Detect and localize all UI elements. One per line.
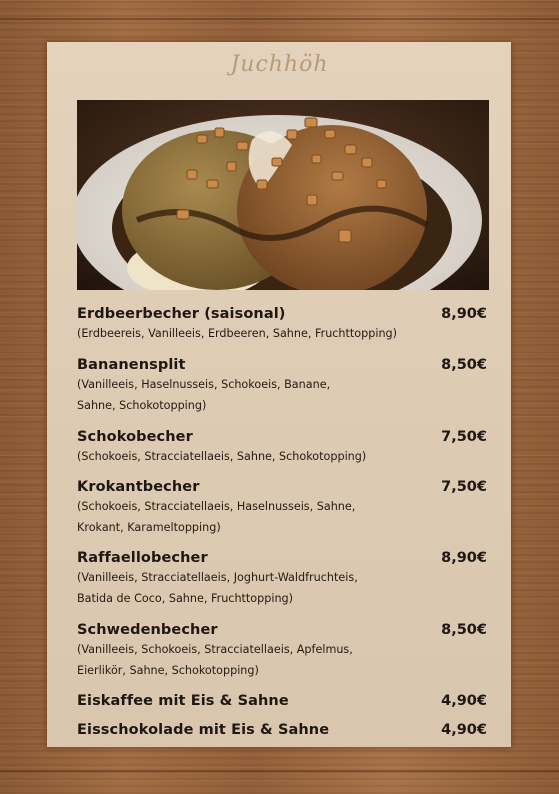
item-price: 4,90€ [441, 722, 487, 738]
menu-item [77, 622, 487, 681]
item-name: Raffaellobecher [77, 550, 208, 566]
item-name: Krokantbecher [77, 479, 200, 495]
item-description [77, 496, 487, 538]
item-description [77, 639, 487, 681]
item-name: Erdbeerbecher (saisonal) [77, 306, 286, 322]
item-description-line: (Schokoeis, Stracciatellaeis, Sahne, Schokotopping) [77, 450, 367, 463]
item-description-line: Krokant, Karameltopping) [77, 521, 221, 534]
item-description-line: (Vanilleeis, Schokoeis, Stracciatellaeis, Apfelmus, [77, 643, 353, 656]
menu-item [77, 357, 487, 416]
item-description [77, 374, 487, 416]
item-price: 8,50€ [441, 357, 487, 373]
item-price: 8,90€ [441, 550, 487, 566]
menu-item [77, 429, 487, 467]
menu-item [77, 479, 487, 538]
item-price: 4,90€ [441, 693, 487, 709]
menu-item [77, 722, 487, 738]
item-name: Eisschokolade mit Eis & Sahne [77, 722, 330, 738]
item-name: Eiskaffee mit Eis & Sahne [77, 693, 289, 709]
menu-item [77, 693, 487, 709]
item-description [77, 323, 487, 344]
item-description-line: (Vanilleeis, Stracciatellaeis, Joghurt-Waldfruchteis, [77, 571, 358, 584]
item-description [77, 446, 487, 467]
item-price: 8,50€ [441, 622, 487, 638]
ice-cream-sundae-photo [77, 100, 489, 290]
item-name: Bananensplit [77, 357, 186, 373]
item-description-line: Eierlikör, Sahne, Schokotopping) [77, 664, 259, 677]
item-description-line: Batida de Coco, Sahne, Fruchttopping) [77, 592, 294, 605]
item-price: 7,50€ [441, 479, 487, 495]
item-description-line: (Schokoeis, Stracciatellaeis, Haselnusseis, Sahne, [77, 500, 356, 513]
item-description-line: Sahne, Schokotopping) [77, 399, 207, 412]
item-description-line: (Erdbeereis, Vanilleeis, Erdbeeren, Sahne, Fruchttopping) [77, 327, 398, 340]
menu-item [77, 306, 487, 344]
wood-plank-seam [0, 770, 559, 772]
item-name: Schokobecher [77, 429, 193, 445]
item-price: 8,90€ [441, 306, 487, 322]
item-description [77, 567, 487, 609]
brand-logo: Juchhöh [230, 52, 329, 77]
item-description-line: (Vanilleeis, Haselnusseis, Schokoeis, Banane, [77, 378, 331, 391]
item-name: Schwedenbecher [77, 622, 218, 638]
item-price: 7,50€ [441, 429, 487, 445]
wood-plank-seam [0, 18, 559, 20]
menu-item [77, 550, 487, 609]
